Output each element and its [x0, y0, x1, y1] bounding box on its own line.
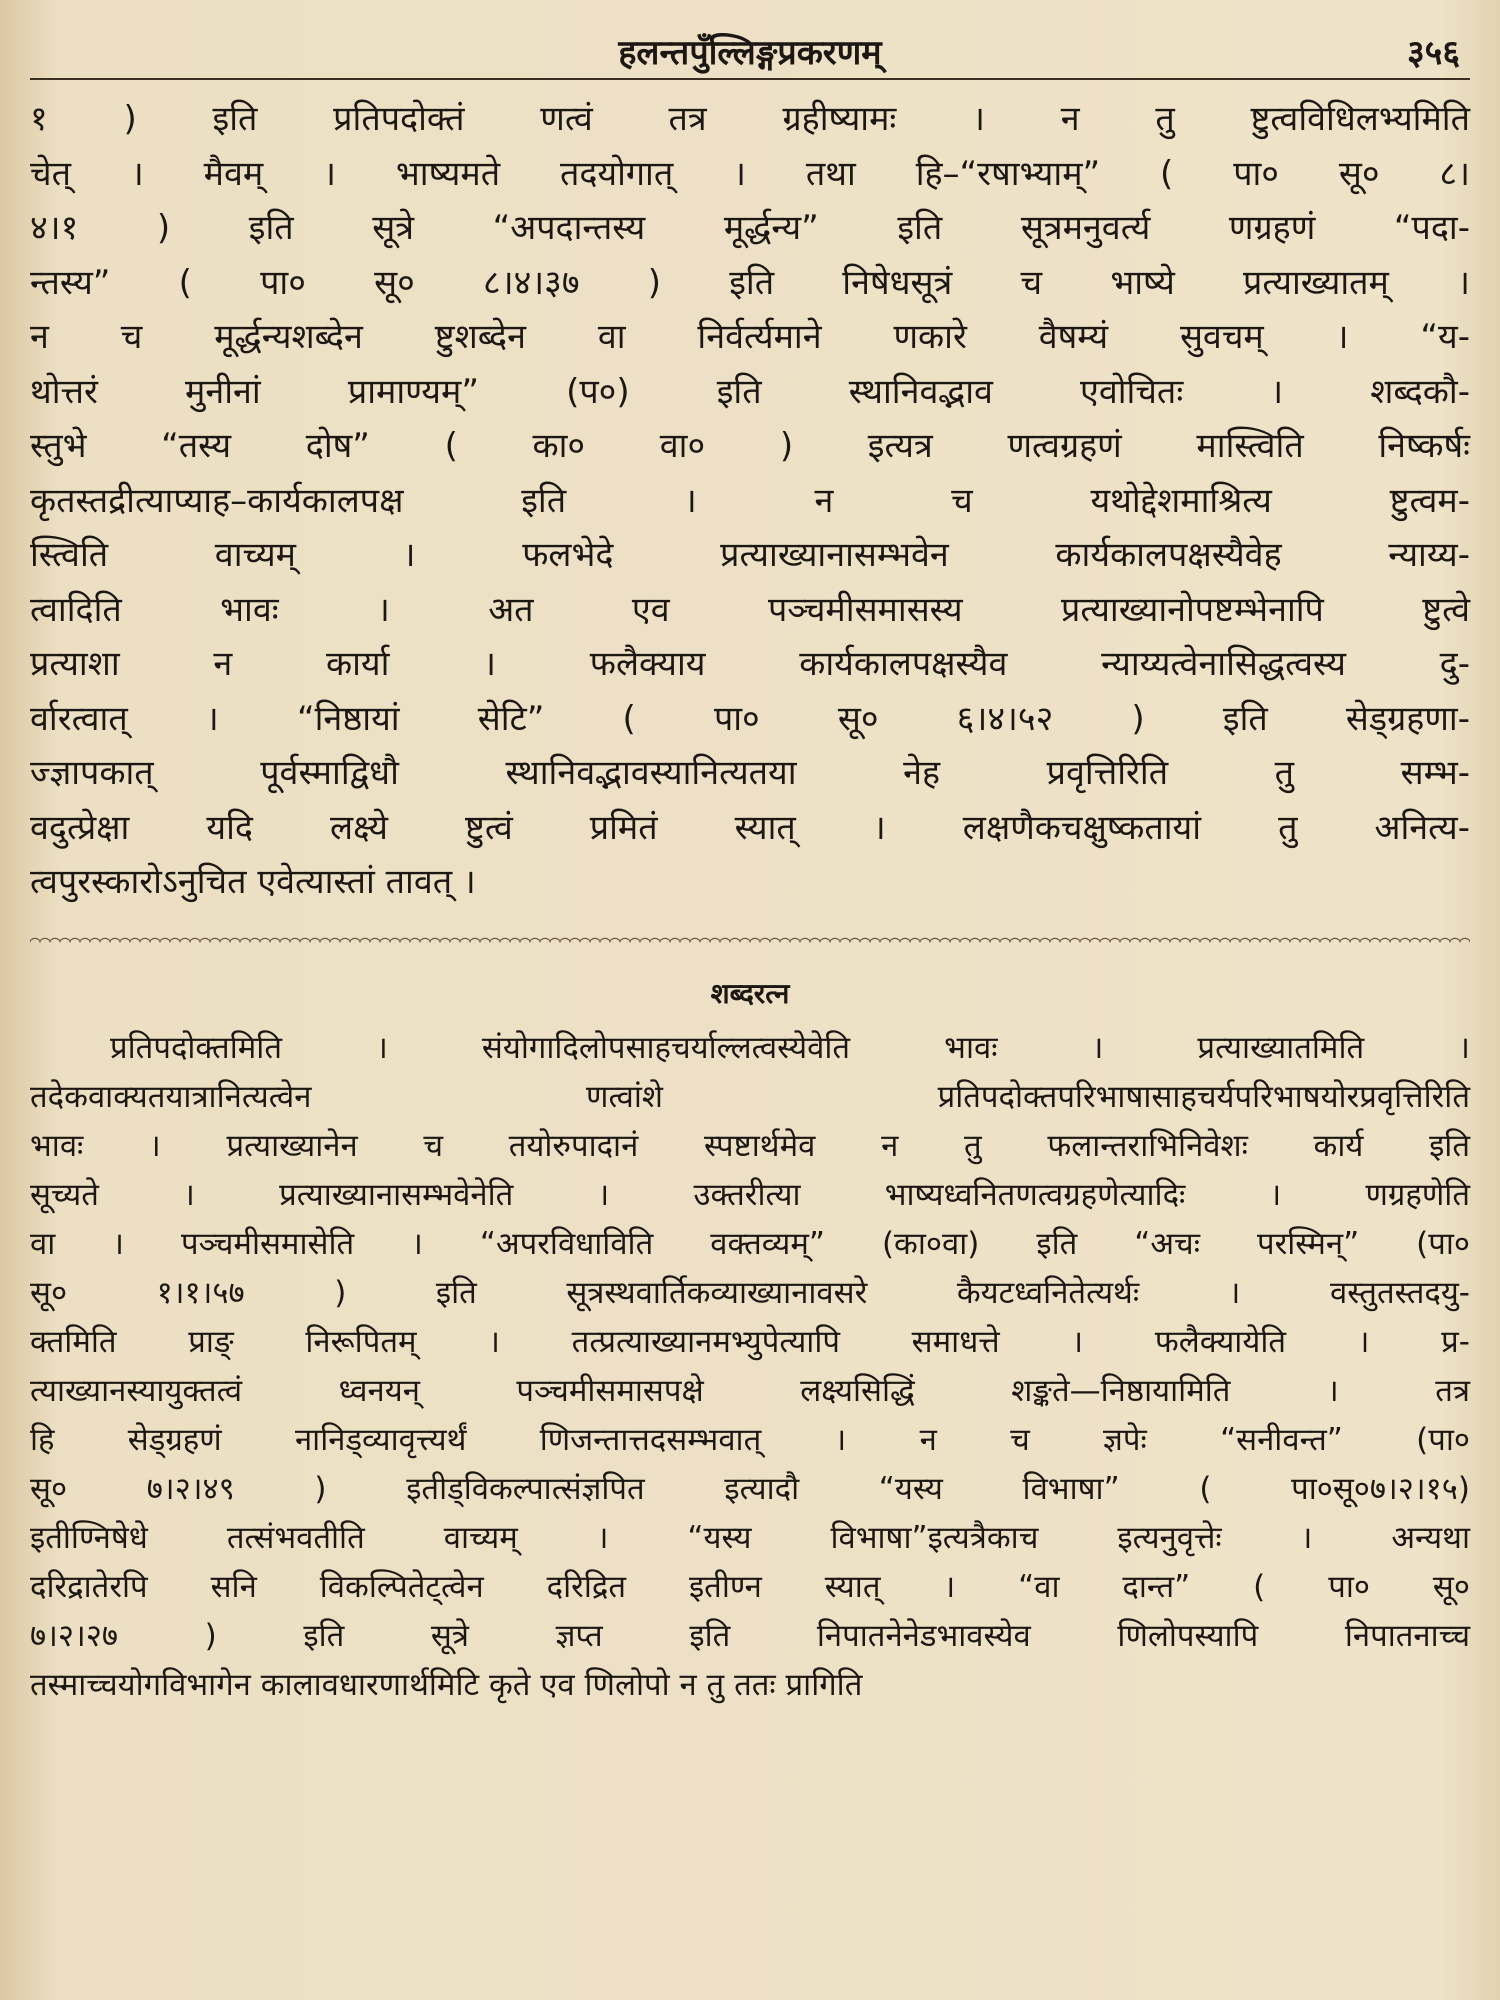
commentary-line: त्याख्यानस्यायुक्तत्वं ध्वनयन् पञ्चमीसमासपक्षे लक्ष्यसिद्धिं शङ्कते—निष्ठायामिति । तत्र [30, 1372, 1470, 1409]
commentary-line: सूच्यते । प्रत्याख्यानासम्भवेनेति । उक्तरीत्या भाष्यध्वनितणत्वग्रहणेत्यादिः । णग्रहणेति [30, 1176, 1470, 1213]
main-text [30, 92, 1470, 910]
commentary-text [30, 1024, 1470, 1710]
main-text-line: ४।१ ) इति सूत्रे “अपदान्तस्य मूर्द्धन्य” इति सूत्रमनुवर्त्य णग्रहणं “पदा- [30, 208, 1470, 248]
section-divider [30, 934, 1470, 948]
commentary-line: ७।२।२७ ) इति सूत्रे ज्ञप्त इति निपातनेनेडभावस्येव णिलोपस्यापि निपातनाच्च [30, 1617, 1470, 1654]
running-title: हलन्तपुँल्लिङ्गप्रकरणम् [618, 33, 882, 73]
main-text-line: त्वपुरस्कारोऽनुचित एवेत्यास्तां तावत् । [30, 862, 476, 902]
page-number: ३५६ [1406, 33, 1460, 73]
commentary-line: सू० १।१।५७ ) इति सूत्रस्थवार्तिकव्याख्यानावसरे कैयटध्वनितेत्यर्थः । वस्तुतस्तदयु- [30, 1274, 1470, 1311]
main-text-line: थोत्तरं मुनीनां प्रामाण्यम्” (प०) इति स्थानिवद्भाव एवोचितः । शब्दकौ- [30, 371, 1470, 412]
main-text-line: ज्ज्ञापकात् पूर्वस्माद्विधौ स्थानिवद्भावस्यानित्यतया नेह प्रवृत्तिरिति तु सम्भ- [30, 753, 1470, 793]
main-text-line: न च मूर्द्धन्यशब्देन ष्टुशब्देन वा निर्वर्त्यमाने णकारे वैषम्यं सुवचम् । “य- [30, 317, 1470, 357]
page-header [30, 18, 1470, 80]
main-text-line: र्वारत्वात् । “निष्ठायां सेटि” ( पा० सू० ६।४।५२ ) इति सेड्ग्रहणा- [30, 698, 1470, 739]
main-text-line: कृतस्तद्रीत्याप्याह–कार्यकालपक्ष इति । न च यथोद्देशमाश्रित्य ष्टुत्वम- [30, 480, 1470, 521]
commentary-line: वा । पञ्चमीसमासेति । “अपरविधाविति वक्तव्यम्” (का०वा) इति “अचः परस्मिन्” (पा० [30, 1225, 1470, 1262]
commentary-heading: शब्दरत्न [710, 976, 790, 1010]
commentary-line: तदेकवाक्यतयात्रानित्यत्वेन णत्वांशे प्रतिपदोक्तपरिभाषासाहचर्यपरिभाषयोरप्रवृत्तिरिति [30, 1078, 1470, 1115]
commentary-line: भावः । प्रत्याख्यानेन च तयोरुपादानं स्पष्टार्थमेव न तु फलान्तराभिनिवेशः कार्य इति [30, 1127, 1470, 1164]
main-text-line: चेत् । मैवम् । भाष्यमते तदयोगात् । तथा हि–“रषाभ्याम्” ( पा० सू० ८। [30, 153, 1470, 194]
main-text-line: त्वादिति भावः । अत एव पञ्चमीसमासस्य प्रत्याख्यानोपष्टम्भेनापि ष्टुत्वे [30, 589, 1470, 630]
main-text-line: १ ) इति प्रतिपदोक्तं णत्वं तत्र ग्रहीष्यामः । न तु ष्टुत्वविधिलभ्यमिति [30, 99, 1470, 139]
commentary-line: हि सेड्ग्रहणं नानिड्व्यावृत्त्यर्थं णिजन्तात्तदसम्भवात् । न च ज्ञपेः “सनीवन्त” (पा० [30, 1421, 1470, 1458]
commentary-line: क्तमिति प्राङ् निरूपितम् । तत्प्रत्याख्यानमभ्युपेत्यापि समाधत्ते । फलैक्यायेति । प्र- [30, 1323, 1470, 1360]
main-text-line: न्तस्य” ( पा० सू० ८।४।३७ ) इति निषेधसूत्रं च भाष्ये प्रत्याख्यातम् । [30, 262, 1470, 303]
main-text-line: स्त्विति वाच्यम् । फलभेदे प्रत्याख्यानासम्भवेन कार्यकालपक्षस्यैवेह न्याय्य- [30, 535, 1470, 575]
commentary-line: तस्माच्चयोगविभागेन कालावधारणार्थमिटि कृते एव णिलोपो न तु ततः प्रागिति [30, 1666, 863, 1703]
commentary-line: प्रतिपदोक्तमिति । संयोगादिलोपसाहचर्याल्लत्वस्येवेति भावः । प्रत्याख्यातमिति । [110, 1029, 1470, 1066]
commentary-line: सू० ७।२।४९ ) इतीड्विकल्पात्संज्ञपित इत्यादौ “यस्य विभाषा” ( पा०सू०७।२।१५) [30, 1470, 1470, 1507]
main-text-line: स्तुभे “तस्य दोष” ( का० वा० ) इत्यत्र णत्वग्रहणं मास्त्विति निष्कर्षः [30, 426, 1470, 466]
main-text-line: वदुत्प्रेक्षा यदि लक्ष्ये ष्टुत्वं प्रमितं स्यात् । लक्षणैकचक्षुष्कतायां तु अनित्य- [30, 807, 1470, 848]
commentary-line: इतीण्निषेधे तत्संभवतीति वाच्यम् । “यस्य विभाषा”इत्यत्रैकाच इत्यनुवृत्तेः । अन्यथा [30, 1519, 1470, 1556]
commentary-line: दरिद्रातेरपि सनि विकल्पितेट्त्वेन दरिद्रित इतीण्न स्यात् । “वा दान्त” ( पा० सू० [30, 1568, 1470, 1605]
main-text-line: प्रत्याशा न कार्या । फलैक्याय कार्यकालपक्षस्यैव न्याय्यत्वेनासिद्धत्वस्य दु- [30, 644, 1470, 684]
